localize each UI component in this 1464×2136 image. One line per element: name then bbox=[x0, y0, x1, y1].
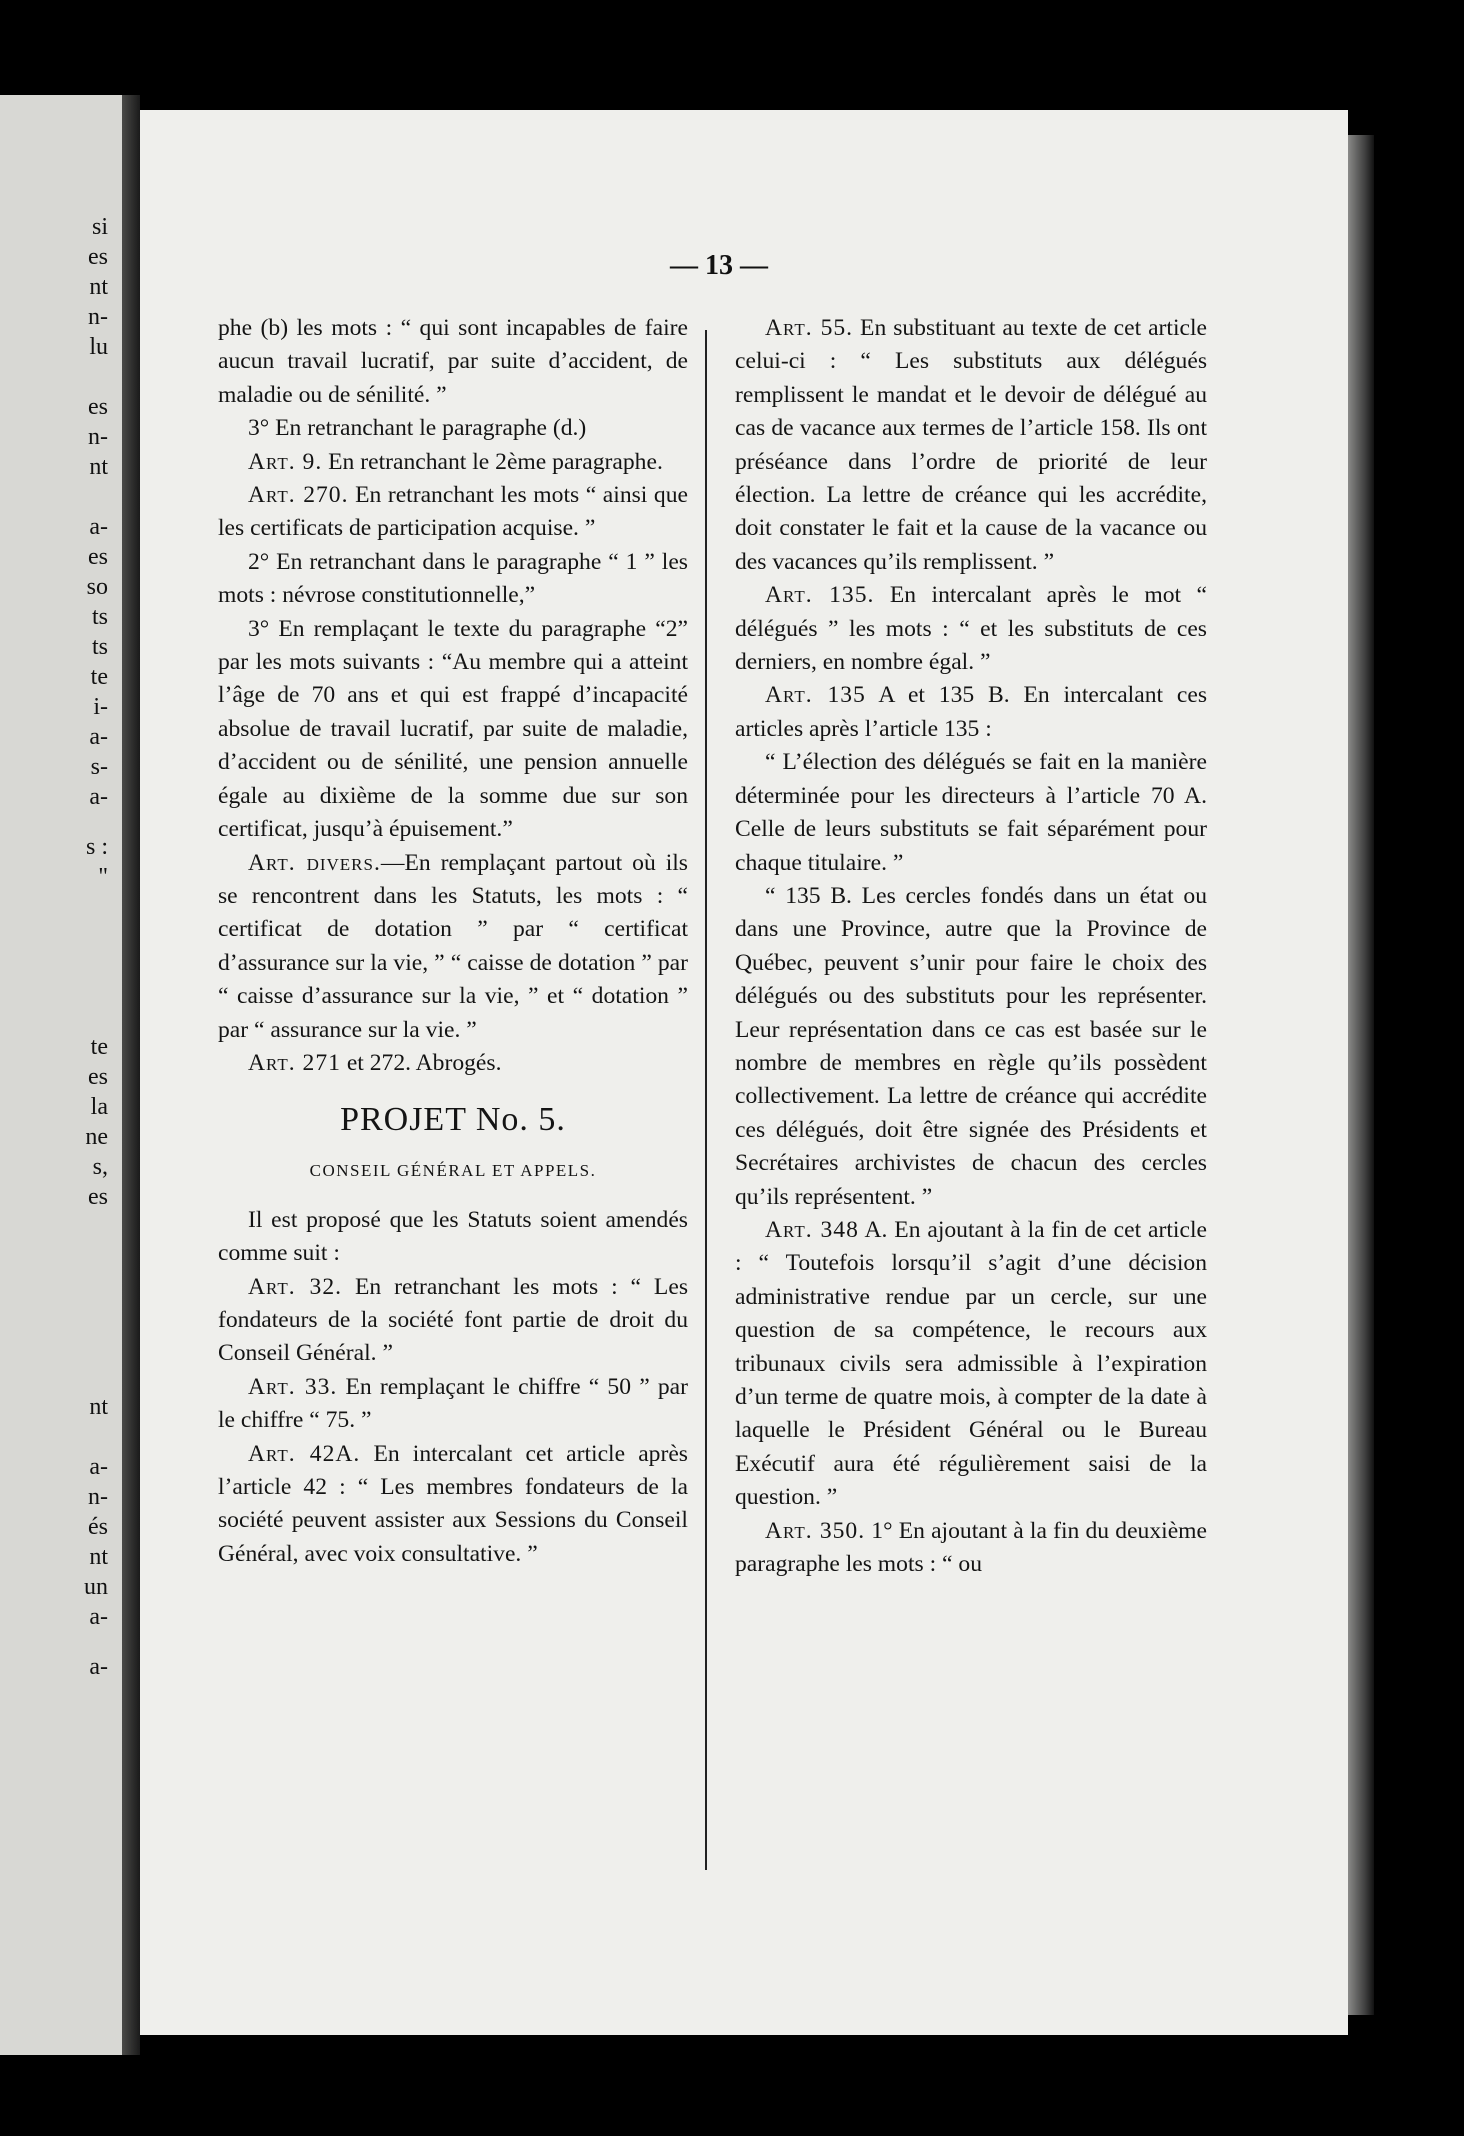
previous-page-text-fragment: a- bbox=[89, 724, 108, 750]
paragraph bbox=[218, 1438, 688, 1572]
left-column bbox=[218, 312, 688, 1571]
previous-page-text-fragment: ne bbox=[85, 1124, 108, 1150]
paragraph bbox=[218, 479, 688, 546]
previous-page-text-fragment: so bbox=[86, 574, 108, 600]
previous-page-text-fragment: n- bbox=[88, 1484, 108, 1510]
paragraph-text: “ 135 B. Les cercles fondés dans un état ou dans une Province, autre que la Province de Québec, peuvent s’unir pour faire le choix des délégués ou des substituts pour les représenter. Leur représentation dans ce cas est basée sur le nombre de membres en règle qu’ils possèdent collectivement. La lettre de créance qui accrédite ces délégués, doit être signée des Présidents et Secrétaires archivistes de chacun des cercles qu’ils représentent. ” bbox=[735, 882, 1207, 1210]
paragraph-text: En retranchant le 2ème paragraphe. bbox=[322, 448, 663, 475]
paragraph bbox=[218, 1271, 688, 1371]
previous-page-text-fragment: s : bbox=[85, 834, 108, 860]
previous-page-edge bbox=[0, 95, 122, 2055]
article-label: Art. divers. bbox=[248, 849, 381, 876]
previous-page-text-fragment: s, bbox=[92, 1154, 108, 1180]
paragraph bbox=[218, 1047, 688, 1080]
previous-page-text-fragment: n- bbox=[88, 424, 108, 450]
article-label: Art. 270. bbox=[248, 482, 349, 509]
previous-page-text-fragment: nt bbox=[89, 454, 108, 480]
paragraph-text: En substituant au texte de cet article celui-ci : “ Les substituts aux délégués remplissent le mandat et le devoir de délégué au cas de vacance aux termes de l’article 158. Ils ont préséance dans l’ordre de priorité de leur élection. La lettre de créance qui les accrédite, doit constater le fait et la cause de la vacance ou des vacances qu’ils remplissent. ” bbox=[735, 315, 1208, 575]
paragraph bbox=[735, 1515, 1207, 1582]
paragraph-text: A et 135 B. En intercalant ces articles après l’article 135 : bbox=[735, 682, 1207, 742]
previous-page-text-fragment: es bbox=[88, 244, 108, 270]
previous-page-text-fragment: s- bbox=[90, 754, 108, 780]
previous-page-text-fragment: te bbox=[90, 664, 108, 690]
paragraph-text: et 272. Abrogés. bbox=[340, 1049, 502, 1076]
previous-page-text-fragment: es bbox=[88, 544, 108, 570]
article-label: Art. 348 bbox=[765, 1216, 859, 1243]
article-label: Art. 55. bbox=[765, 315, 854, 341]
paragraph-text: 3° En retranchant le paragraphe (d.) bbox=[248, 415, 587, 442]
right-column bbox=[735, 312, 1207, 1581]
column-divider bbox=[705, 330, 707, 1870]
paragraph bbox=[735, 312, 1207, 579]
previous-page-text-fragment: es bbox=[88, 1064, 108, 1090]
paragraph-text: 1° En ajoutant à la fin du deuxième paragraphe les mots : “ ou bbox=[735, 1517, 1207, 1578]
previous-page-text-fragment: a- bbox=[89, 1654, 108, 1680]
previous-page-text-fragment: es bbox=[88, 1184, 108, 1210]
previous-page-text-fragment: nt bbox=[89, 1394, 108, 1420]
book-gutter bbox=[122, 95, 140, 2055]
section-heading: CONSEIL GÉNÉRAL ET APPELS. bbox=[309, 1161, 597, 1181]
article-label: Art. 33. bbox=[248, 1373, 338, 1400]
paragraph bbox=[735, 880, 1207, 1214]
paragraph-text: “ L’élection des délégués se fait en la manière déterminée pour les directeurs à l’article 70 A. Celle de leurs substituts se fait séparément pour chaque titulaire. ” bbox=[735, 749, 1207, 876]
previous-page-text-fragment: ts bbox=[91, 604, 108, 630]
paragraph-text: 3° En remplaçant le texte du paragraphe “2” par les mots suivants : “Au membre qui a atteint l’âge de 70 ans et qui est frappé d’incapacité absolue de travail lucratif, par suite de maladie, d’accident ou de sénilité, une pension annuelle égale au dixième de la somme due sur son certificat, jusqu’à épuisement.” bbox=[218, 615, 688, 843]
previous-page-text-fragment: a- bbox=[89, 1454, 108, 1480]
previous-page-text-fragment: a- bbox=[89, 784, 108, 810]
article-label: Art. 32. bbox=[248, 1273, 343, 1300]
previous-page-text-fragment: n- bbox=[88, 304, 108, 330]
paragraph-text: En retranchant les mots “ ainsi que les certificats de participation acquise. ” bbox=[218, 482, 688, 542]
paragraph bbox=[218, 312, 688, 412]
previous-page-text-fragment: " bbox=[98, 864, 108, 890]
paragraph bbox=[218, 446, 688, 479]
paragraph-text: —En remplaçant partout où ils se rencontrent dans les Statuts, les mots : “ certificat de dotation ” par “ certificat d’assurance sur la vie, ” “ caisse de dotation ” par “ caisse d’assurance sur la vie, ” et “ dotation ” par “ assurance sur la vie. ” bbox=[218, 849, 688, 1043]
paragraph bbox=[735, 679, 1207, 746]
previous-page-text-fragment: i- bbox=[93, 694, 108, 720]
page-number: — 13 — bbox=[670, 250, 768, 281]
paragraph bbox=[735, 579, 1207, 679]
previous-page-text-fragment: nt bbox=[89, 1544, 108, 1570]
projet-title: PROJET No. 5. bbox=[340, 1101, 566, 1139]
paragraph-text: En retranchant les mots : “ Les fondateurs de la société font partie de droit du Conseil Général. ” bbox=[218, 1273, 689, 1367]
previous-page-text-fragment: a- bbox=[89, 1604, 108, 1630]
paragraph-text: Il est proposé que les Statuts soient amendés comme suit : bbox=[218, 1206, 688, 1267]
paragraph-text: En remplaçant le chiffre “ 50 ” par le chiffre “ 75. ” bbox=[218, 1373, 688, 1434]
previous-page-text-fragment: un bbox=[84, 1574, 108, 1600]
page-edge-shadow bbox=[1348, 135, 1374, 2015]
article-label: Art. 271 bbox=[248, 1049, 341, 1076]
article-label: Art. 135. bbox=[765, 582, 875, 609]
paragraph-text: En intercalant après le mot “ délégués ” les mots : “ et les substituts de ces derniers, en nombre égal. ” bbox=[735, 582, 1207, 676]
paragraph bbox=[218, 412, 688, 445]
paragraph bbox=[218, 847, 688, 1047]
paragraph-text: phe (b) les mots : “ qui sont incapables de faire aucun travail lucratif, par suite d’accident, de maladie ou de sénilité. ” bbox=[218, 315, 688, 408]
previous-page-text-fragment: lu bbox=[89, 334, 108, 360]
article-label: Art. 42A. bbox=[248, 1440, 361, 1467]
article-label: Art. 9. bbox=[248, 448, 323, 475]
previous-page-text-fragment: te bbox=[90, 1034, 108, 1060]
paragraph bbox=[218, 1204, 688, 1271]
paragraph bbox=[218, 613, 688, 847]
previous-page-text-fragment: és bbox=[88, 1514, 108, 1540]
article-label: Art. 350. bbox=[765, 1517, 866, 1544]
paragraph bbox=[218, 546, 688, 613]
paragraph bbox=[218, 1371, 688, 1438]
previous-page-text-fragment: nt bbox=[89, 274, 108, 300]
previous-page-text-fragment: a- bbox=[89, 514, 108, 540]
previous-page-text-fragment: si bbox=[91, 214, 108, 240]
paragraph-text: 2° En retranchant dans le paragraphe “ 1 ” les mots : névrose constitutionnelle,” bbox=[218, 548, 688, 609]
previous-page-text-fragment: es bbox=[88, 394, 108, 420]
article-label: Art. 135 bbox=[765, 682, 866, 709]
paragraph bbox=[735, 746, 1207, 880]
paragraph-text: En intercalant cet article après l’article 42 : “ Les membres fondateurs de la société peuvent assister aux Sessions du Conseil Général, avec voix consultative. ” bbox=[218, 1440, 688, 1567]
paragraph bbox=[735, 1214, 1207, 1515]
previous-page-text-fragment: la bbox=[90, 1094, 108, 1120]
paragraph-text: A. En ajoutant à la fin de cet article : “ Toutefois lorsqu’il s’agit d’une décision administrative rendue par un cercle, sur une question de sa compétence, le recours aux tribunaux civils sera admissible à l’expiration d’un terme de quatre mois, à compter de la date à laquelle le Président Général ou le Bureau Exécutif aura été régulièrement saisi de la question. ” bbox=[735, 1216, 1207, 1511]
previous-page-text-fragment: ts bbox=[91, 634, 108, 660]
